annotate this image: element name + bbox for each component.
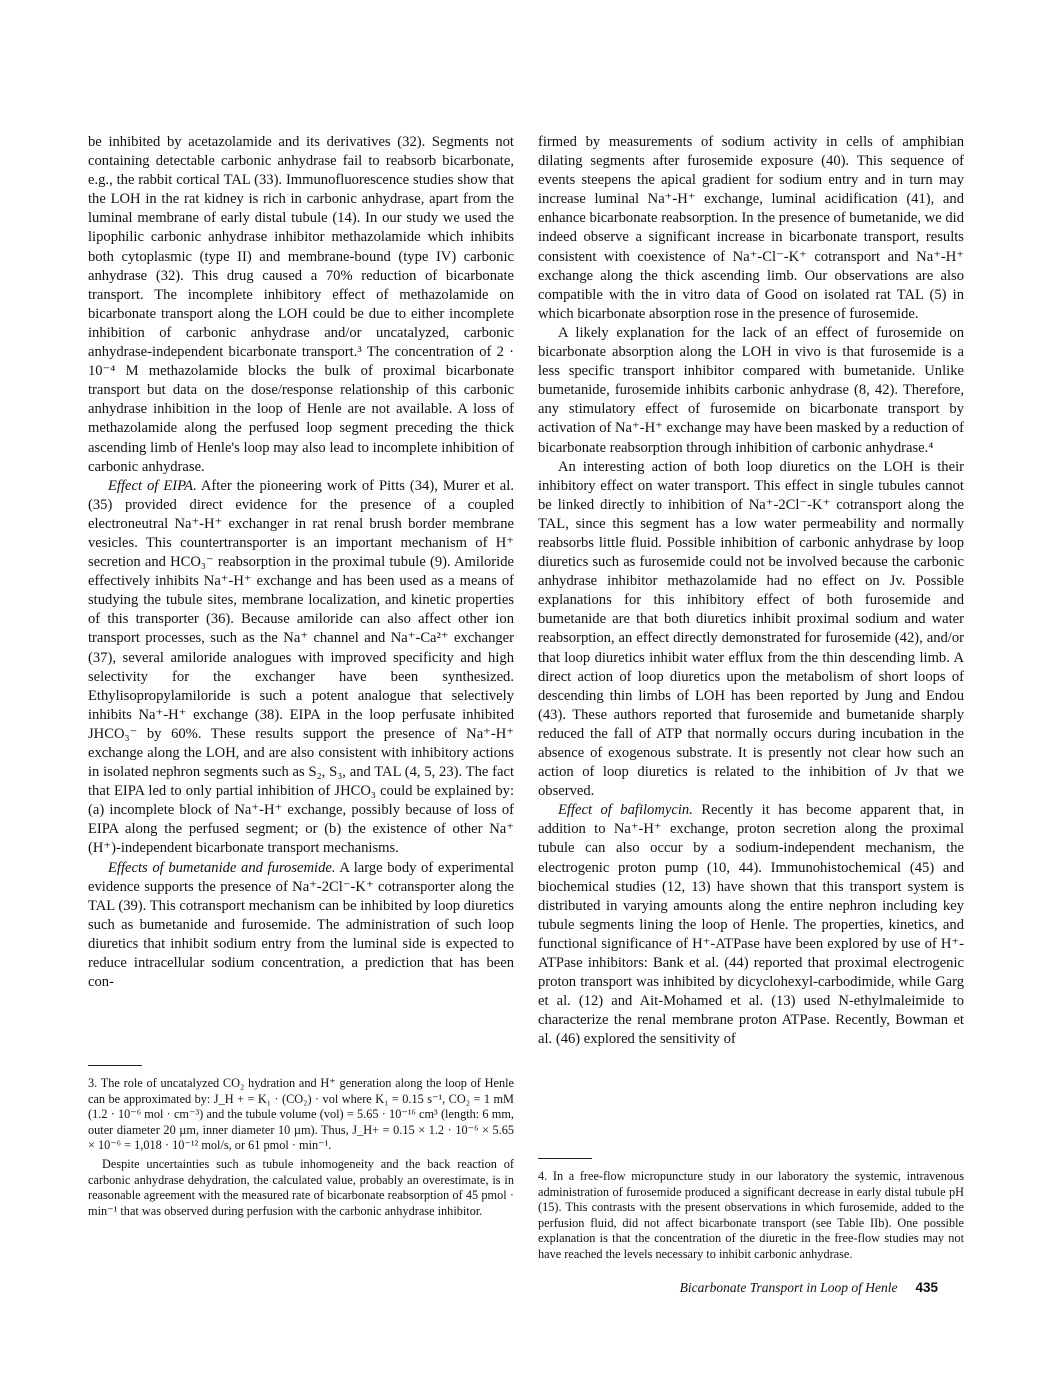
footnote-rule xyxy=(538,1158,592,1159)
footnote-text: 3. The role of uncatalyzed CO₂ hydration and H⁺ generation along the loop of Henle can be approximated by: J_H + = K₁ · (CO₂) · vol where K₁ = 0.15 s⁻¹, CO₂ = 1 mM (1.2 · 10⁻⁶ mol · cm⁻³) and the tubule volume (vol) = 5.65 · 10⁻¹⁶ cm³ (length: 6 mm, outer diameter 20 µm, inner diameter 10 µm). Thus, J_H+ = 0.15 × 1.2 · 10⁻⁶ × 5.65 × 10⁻⁶ = 1,018 · 10⁻¹² mol/s, or 61 pmol · min⁻¹. xyxy=(88,1076,514,1153)
right-column xyxy=(538,133,964,1050)
section-heading: Effects of bumetanide and furosemide. xyxy=(108,859,336,876)
footnote-rule xyxy=(88,1065,142,1066)
section-heading: Effect of EIPA. xyxy=(108,477,197,494)
footnote-4 xyxy=(538,1158,964,1263)
paragraph-text: After the pioneering work of Pitts (34), Murer et al. (35) provided direct evidence for the presence of a coupled electroneutral Na⁺-H⁺ exchanger in rat renal brush border membrane vesicles. This countertransporter is an important mechanism of H⁺ secretion and HCO₃⁻ reabsorption in the proximal tubule (9). Amiloride effectively inhibits Na⁺-H⁺ exchange and has been used as a means of studying the tubule sites, membrane localization, and kinetic properties of this transporter (36). Because amiloride can also affect other ion transport processes, such as the Na⁺ channel and Na⁺-Ca²⁺ exchanger (37), several amiloride analogues with improved specificity and high selectivity for the exchanger have been synthesized. Ethylisopropylamiloride is such a potent analogue that selectively inhibits Na⁺-H⁺ exchange (38). EIPA in the loop perfusate inhibited JHCO₃⁻ by 60%. These results support the presence of Na⁺-H⁺ exchange along the LOH, and are also consistent with inhibitory actions in isolated nephron segments such as S₂, S₃, and TAL (4, 5, 23). The fact that EIPA led to only partial inhibition of JHCO₃ could be explained by: (a) incomplete block of Na⁺-H⁺ exchange, possibly because of loss of EIPA along the perfused segment; or (b) the existence of other Na⁺ (H⁺)-independent bicarbonate transport mechanisms. xyxy=(88,477,514,857)
footnote-text: Despite uncertainties such as tubule inhomogeneity and the back reaction of carbonic anhydrase dehydration, the calculated value, probably an overestimate, is in reasonable agreement with the measured rate of bicarbonate reabsorption of 45 pmol · min⁻¹ that was observed during perfusion with the carbonic anhydrase inhibitor. xyxy=(88,1156,514,1218)
paragraph xyxy=(88,477,514,859)
paragraph: A likely explanation for the lack of an effect of furosemide on bicarbonate absorption along the LOH in vivo is that furosemide is a less specific transport inhibitor compared with bumetanide. Unlike bumetanide, furosemide inhibits carbonic anhydrase (8, 42). Therefore, any stimulatory effect of furosemide on bicarbonate transport by activation of Na⁺-H⁺ exchange may have been masked by a reduction of bicarbonate reabsorption through inhibition of carbonic anhydrase.⁴ xyxy=(538,324,964,456)
paragraph: be inhibited by acetazolamide and its derivatives (32). Segments not containing detectable carbonic anhydrase fail to reabsorb bicarbonate, e.g., the rabbit cortical TAL (33). Immunofluorescence studies show that the LOH in the rat kidney is rich in carbonic anhydrase, apart from the luminal membrane of early distal tubule (14). In our study we used the lipophilic carbonic anhydrase inhibitor methazolamide which inhibits both cytoplasmic (type II) and membrane-bound (type IV) carbonic anhydrase (32). This drug caused a 70% reduction of bicarbonate transport. The incomplete inhibitory effect of methazolamide on bicarbonate transport along the LOH could be due to either incomplete inhibition of carbonic anhydrase and/or uncatalyzed, carbonic anhydrase-independent bicarbonate transport.³ The concentration of 2 · 10⁻⁴ M methazolamide blocks the bulk of proximal bicarbonate transport but data on the dose/response relationship of this carbonic anhydrase inhibition in the loop of Henle are not available. A loss of methazolamide along the perfused loop segment preceding the thick ascending limb of Henle's loop may also lead to incomplete inhibition of carbonic anhydrase. xyxy=(88,134,514,475)
footnote-text: 4. In a free-flow micropuncture study in our laboratory the systemic, intravenous administration of furosemide produced a significant decrease in early distal tubule pH (15). This contrasts with the present observations in which furosemide, added to the perfusion fluid, did not affect bicarbonate transport (see Table IIb). One possible explanation is that the concentration of the diuretic in the free-flow studies may not have reached the levels necessary to inhibit carbonic anhydrase. xyxy=(538,1169,964,1261)
paragraph: firmed by measurements of sodium activity in cells of amphibian dilating segments after furosemide exposure (40). This sequence of events steepens the apical gradient for sodium entry and in turn may increase luminal Na⁺-H⁺ exchange, luminal acidification (41), and enhance bicarbonate reabsorption. In the presence of bumetanide, we did indeed observe a significant increase in bicarbonate transport, results consistent with coexistence of Na⁺-Cl⁻-K⁺ cotransport and Na⁺-H⁺ exchange along the thick ascending limb. Our observations are also compatible with the in vitro data of Good on isolated rat TAL (5) in which bicarbonate absorption rose in the presence of furosemide. xyxy=(538,134,964,322)
page-number: 435 xyxy=(915,1280,938,1295)
paragraph xyxy=(538,801,964,1049)
footnote-3 xyxy=(88,1065,514,1219)
running-title: Bicarbonate Transport in Loop of Henle xyxy=(679,1280,898,1295)
paragraph xyxy=(88,859,514,993)
section-heading: Effect of bafilomycin. xyxy=(558,802,693,819)
left-column xyxy=(88,133,514,992)
paragraph-text: Recently it has become apparent that, in addition to Na⁺-H⁺ exchange, proton secretion along the proximal tubule can also occur by a sodium-independent mechanism, the electrogenic proton pump (10, 44). Immunohistochemical (45) and biochemical studies (12, 13) have shown that this transport system is distributed in varying amounts along the entire nephron including key tubule segments lining the loop of Henle. The properties, kinetics, and functional significance of H⁺-ATPase have been explored by use of H⁺-ATPase inhibitors: Bank et al. (44) reported that proximal electrogenic proton transport was inhibited by dicyclohexyl-carbodimide, while Garg et al. (12) and Ait-Mohamed et al. (13) used N-ethylmaleimide to characterize the renal membrane proton ATPase. Recently, Bowman et al. (46) explored the sensitivity of xyxy=(538,802,964,1048)
paragraph-text: A large body of experimental evidence supports the presence of Na⁺-2Cl⁻-K⁺ cotransporter along the TAL (39). This cotransport mechanism can be inhibited by loop diuretics such as bumetanide and furosemide. The administration of such loop diuretics that inhibit sodium entry from the luminal side is expected to reduce intracellular sodium concentration, a prediction that has been con- xyxy=(88,859,514,991)
paragraph: An interesting action of both loop diuretics on the LOH is their inhibitory effect on water transport. This effect in single tubules cannot be linked directly to inhibition of Na⁺-2Cl⁻-K⁺ cotransport along the TAL, since this segment has a low water permeability and normally reabsorbs little fluid. Possible inhibition of carbonic anhydrase by loop diuretics such as furosemide could not be involved because the carbonic anhydrase inhibitor methazolamide had no effect on Jv. Possible explanations for this inhibitory effect of both furosemide and bumetanide are that both diuretics inhibit proximal sodium and water reabsorption, an effect directly demonstrated for furosemide (42), and/or that loop diuretics inhibit water efflux from the thin descending limb. A direct action of loop diuretics upon the metabolism of short loops of descending thin limbs of LOH has been reported by Jung and Endou (43). These authors reported that furosemide and bumetanide sharply reduced the fall of ATP that normally occurs during incubation in the absence of exogenous substrate. It is presently not clear how such an action of loop diuretics is related to the inhibition of Jv that we observed. xyxy=(538,458,964,800)
running-footer xyxy=(680,1280,938,1296)
